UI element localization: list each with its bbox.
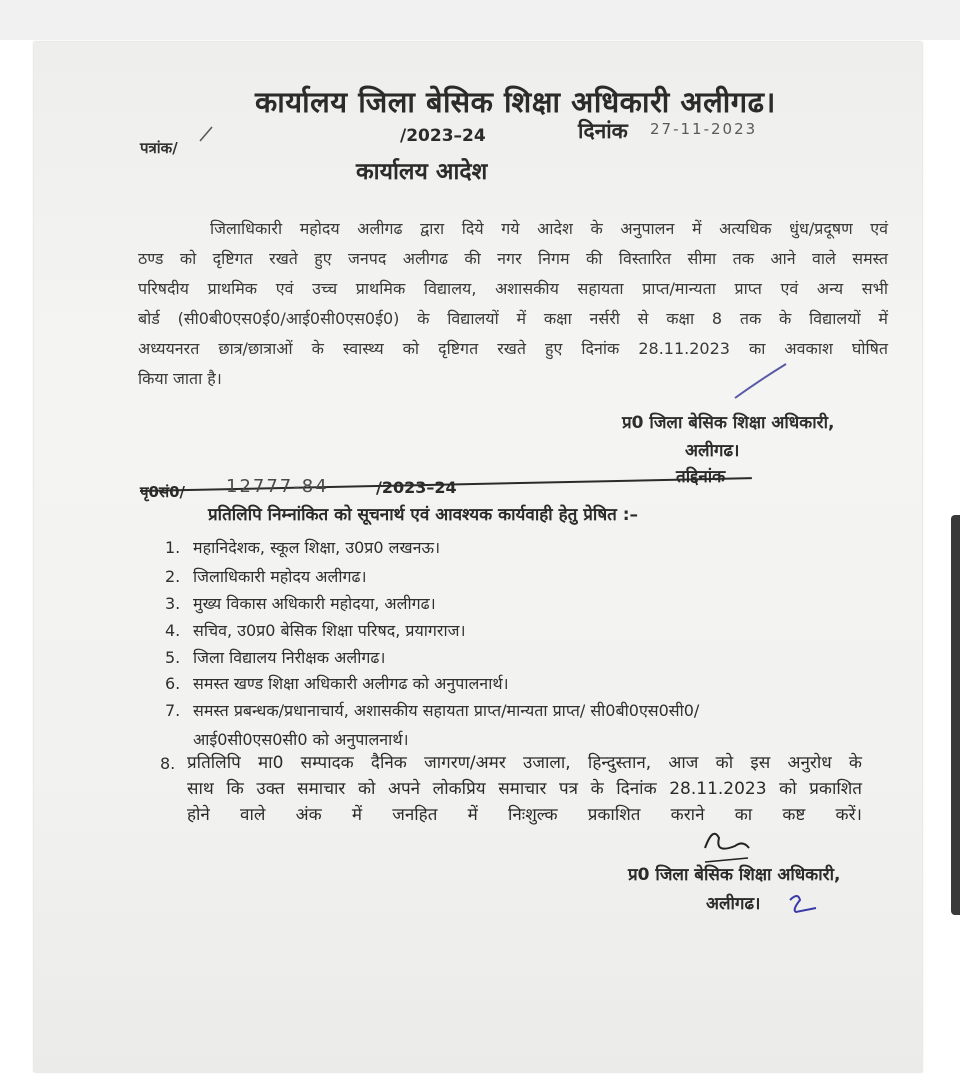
pen-stroke	[735, 364, 786, 398]
endorsement-year: /2023–24	[376, 478, 457, 497]
order-line: किया जाता है।	[138, 369, 222, 388]
endorsement-number-label: पृ0सं0/	[140, 483, 186, 501]
list-item: 4. सचिव, उ0प्र0 बेसिक शिक्षा परिषद, प्रयागराज।	[165, 621, 466, 640]
order-line: जिलाधिकारी महोदय अलीगढ द्वारा दिये गये आदेश के अनुपालन में अत्यधिक धुंध/प्रदूषण एवं	[210, 219, 888, 238]
initials-signature	[705, 834, 749, 849]
date-label: दिनांक	[578, 119, 628, 143]
signature-designation: प्र0 जिला बेसिक शिक्षा अधिकारी,	[622, 413, 835, 433]
date-value: 27-11-2023	[650, 120, 758, 138]
signature-designation-2: प्र0 जिला बेसिक शिक्षा अधिकारी,	[628, 865, 841, 885]
endorsement-number: 12777-84	[226, 476, 329, 497]
list-item: 6. समस्त खण्ड शिक्षा अधिकारी अलीगढ को अनुपालनार्थ।	[165, 674, 509, 693]
list-item-number: 8.	[160, 754, 176, 773]
page-title: कार्यालय जिला बेसिक शिक्षा अधिकारी अलीगढ।	[255, 85, 776, 119]
order-line: ठण्ड को दृष्टिगत रखते हुए जनपद अलीगढ की नगर निगम की विस्तारित सीमा तक आने वाले समस्त	[138, 249, 888, 268]
list-item: 5. जिला विद्यालय निरीक्षक अलीगढ।	[165, 648, 386, 667]
order-line: बोर्ड (सी0बी0एस0ई0/आई0सी0एस0ई0) के विद्यालयों में कक्षा नर्सरी से कक्षा 8 तक के विद्यालयों में	[138, 309, 888, 328]
order-line: परिषदीय प्राथमिक एवं उच्च प्राथमिक विद्यालय, अशासकीय सहायता प्राप्त/मान्यता प्राप्त एवं अन्य सभी	[138, 279, 888, 298]
list-item: 7. समस्त प्रबन्धक/प्रधानाचार्य, अशासकीय सहायता प्राप्त/मान्यता प्राप्त/ सी0बी0एस0सी0/	[165, 701, 700, 720]
tadvdinank-label: तद्दिनांक	[676, 467, 726, 487]
patrank-label: पत्रांक/	[140, 139, 178, 157]
copy-heading: प्रतिलिपि निम्नांकित को सूचनार्थ एवं आवश्यक कार्यवाही हेतु प्रेषित :–	[208, 505, 639, 525]
list-item: 3. मुख्य विकास अधिकारी महोदया, अलीगढ।	[165, 594, 436, 613]
order-subtitle: कार्यालय आदेश	[356, 159, 488, 185]
header-year: /2023–24	[400, 126, 486, 146]
order-line: अध्ययनरत छात्र/छात्राओं के स्वास्थ्य को दृष्टिगत रखते हुए दिनांक 28.11.2023 का अवकाश घोषित	[138, 339, 888, 358]
pen-mark	[790, 896, 816, 912]
list-item: 2. जिलाधिकारी महोदय अलीगढ।	[165, 567, 367, 586]
initials-underline	[705, 858, 748, 862]
list-item-continuation: आई0सी0एस0सी0 को अनुपालनार्थ।	[193, 730, 409, 749]
list-item: 1. महानिदेशक, स्कूल शिक्षा, उ0प्र0 लखनऊ।	[165, 538, 441, 557]
list-item: प्रतिलिपि मा0 सम्पादक दैनिक जागरण/अमर उजाला, हिन्दुस्तान, आज को इस अनुरोध के साथ कि उक्त समाचार को अपने लोकप्रिय समाचार पत्र के दिनांक 28.11.2023 को प्रकाशित होने वाले अंक में जनहित में निःशुल्क प्रकाशित कराने का कष्ट करें।	[187, 753, 862, 825]
signature-place: अलीगढ।	[685, 441, 740, 461]
signature-place-2: अलीगढ।	[706, 894, 761, 914]
slash-mark	[200, 127, 212, 141]
